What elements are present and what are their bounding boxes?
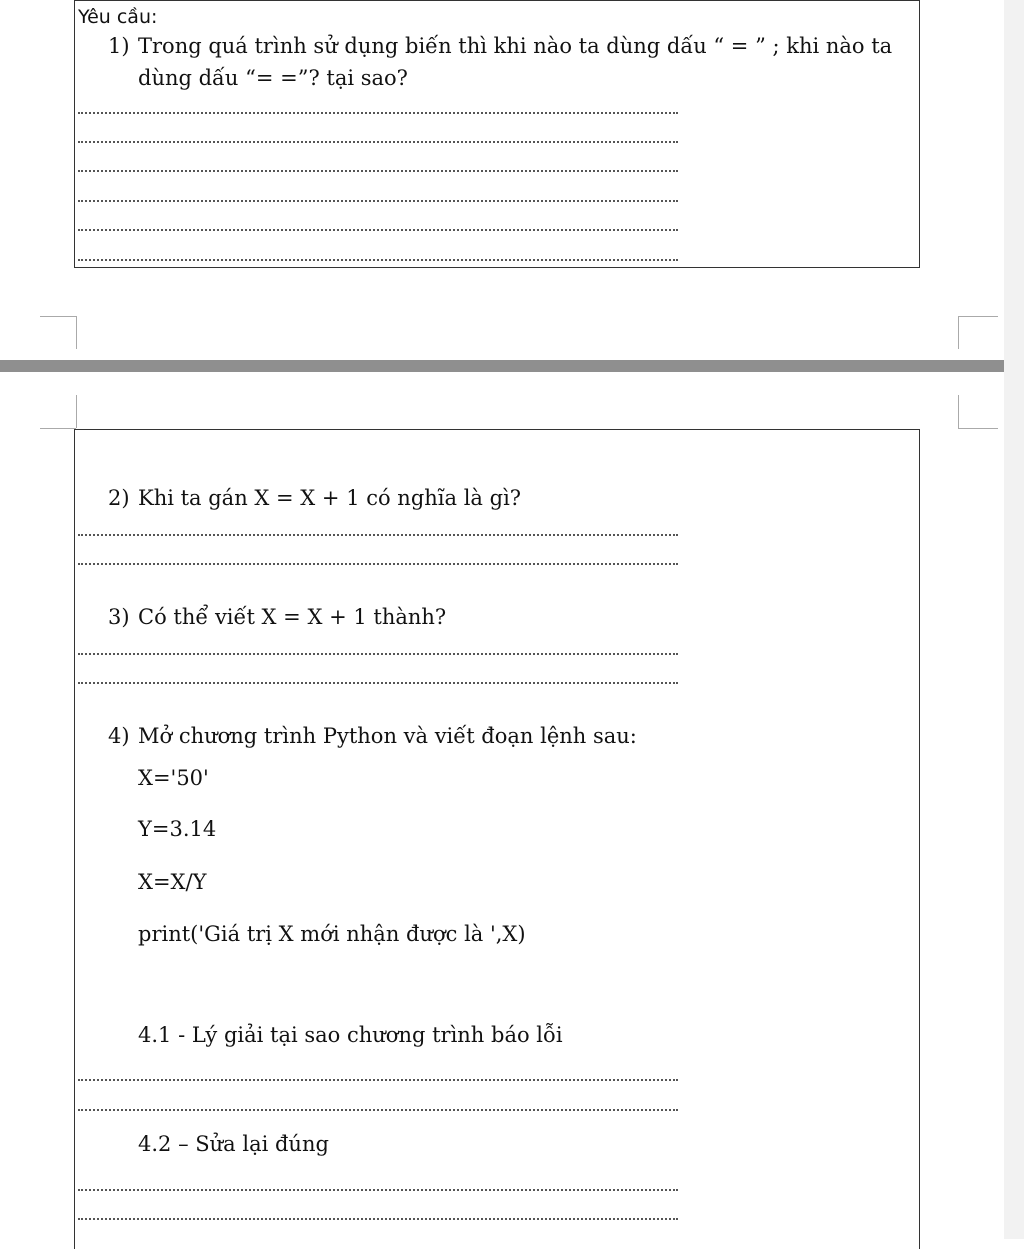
page-corner-mark [958,316,959,349]
answer-line [78,112,678,114]
page-corner-mark [76,395,77,428]
q4-text: Mở chương trình Python và viết đoạn lệnh sau: [138,724,637,748]
answer-line [78,200,678,202]
answer-line [78,1218,678,1220]
page-corner-mark [76,316,77,349]
q2-number: 2) [108,486,130,510]
q4-sub1: 4.1 - Lý giải tại sao chương trình báo lỗi [138,1023,563,1047]
answer-line [78,141,678,143]
q2-text: Khi ta gán X = X + 1 có nghĩa là gì? [138,486,522,510]
answer-line [78,170,678,172]
answer-line [78,563,678,565]
answer-line [78,259,678,261]
answer-line [78,1079,678,1081]
page-separator [0,360,1004,372]
q1-number: 1) [108,34,130,58]
answer-line [78,682,678,684]
answer-line [78,229,678,231]
code-line: print('Giá trị X mới nhận được là ',X) [138,922,526,946]
page-corner-mark [958,395,959,428]
code-line: X=X/Y [138,870,207,894]
q1-text-line1: Trong quá trình sử dụng biến thì khi nào ta dùng dấu “ = ” ; khi nào ta [138,34,893,58]
page-corner-mark [40,316,76,317]
page-corner-mark [958,428,998,429]
q3-number: 3) [108,605,130,629]
answer-line [78,1189,678,1191]
answer-line [78,1109,678,1111]
q4-sub2: 4.2 – Sửa lại đúng [138,1132,329,1156]
code-line: X='50' [138,766,209,790]
q1-text-line2: dùng dấu “= =”? tại sao? [138,66,408,90]
q3-text: Có thể viết X = X + 1 thành? [138,605,447,629]
answer-line [78,653,678,655]
requirements-header: Yêu cầu: [78,6,158,28]
answer-line [78,534,678,536]
page-corner-mark [958,316,998,317]
q4-number: 4) [108,724,130,748]
page-scroll-gutter [1004,0,1024,1239]
page-corner-mark [40,428,76,429]
code-line: Y=3.14 [138,817,217,841]
